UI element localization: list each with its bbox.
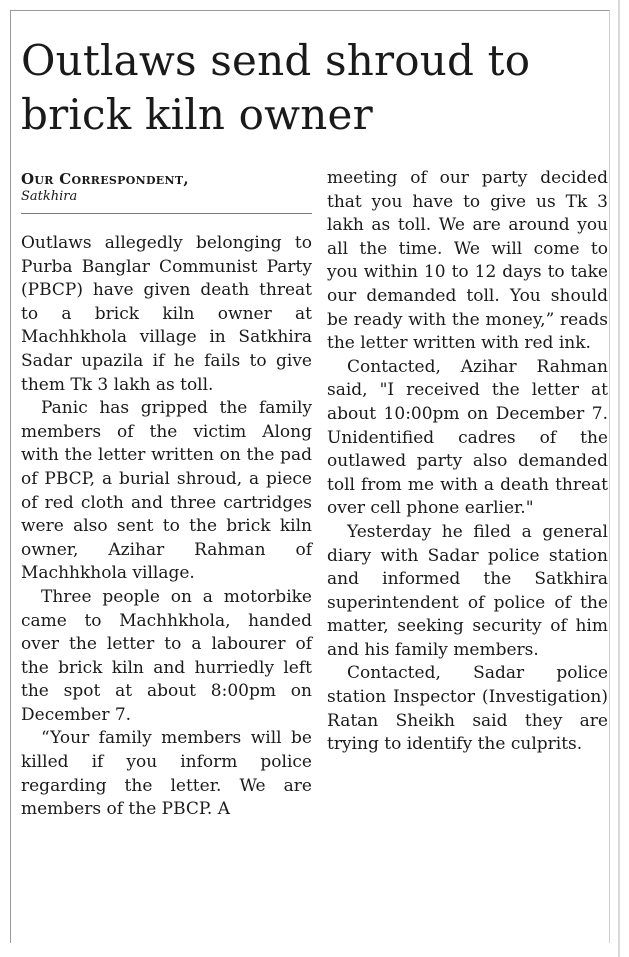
- headline: Outlaws send shroud to brick kiln owner: [21, 36, 531, 139]
- paragraph: meeting of our party decided that you have to give us Tk 3 lakh as toll. We are around you all the time. We will come to you within 10 to 12 days to take our demanded toll. You should be ready with the money,” reads the letter written with red ink.: [327, 168, 608, 354]
- paragraph: Outlaws allegedly belonging to Purba Banglar Communist Party (PBCP) have given death threat to a brick kiln owner at Machhkhola village in Satkhira Sadar upazila if he fails to give them Tk 3 lakh as toll.: [21, 233, 312, 395]
- paragraph: Three people on a motorbike came to Machhkhola, handed over the letter to a labourer of the brick kiln and hurriedly left the spot at about 8:00pm on December 7.: [21, 586, 312, 725]
- paragraph: Contacted, Azihar Rahman said, "I received the letter at about 10:00pm on December 7. Unidentified cadres of the outlawed party also demanded toll from me with a death threat over cell phone earlier.": [327, 356, 608, 519]
- paragraph: Panic has gripped the family members of the victim Along with the letter written on the pad of PBCP, a burial shroud, a piece of red cloth and three cartridges were also sent to the brick kiln owner, Azihar Rahman of Machhkhola village.: [21, 398, 312, 584]
- paragraph: Yesterday he filed a general diary with Sadar police station and informed the Satkhira superintendent of police of the matter, seeking security of him and his family members.: [327, 521, 608, 660]
- byline-place: Satkhira: [21, 189, 78, 204]
- byline: [21, 170, 311, 205]
- paragraph: “Your family members will be killed if you inform police regarding the letter. We are members of the PBCP. A: [21, 728, 312, 820]
- article-column-1: [21, 232, 312, 822]
- page-edge: [618, 0, 620, 957]
- byline-divider: [21, 213, 312, 214]
- byline-name: Our Correspondent,: [21, 170, 189, 188]
- article-column-2: [327, 167, 608, 757]
- paragraph: Contacted, Sadar police station Inspector (Investigation) Ratan Sheikh said they are trying to identify the culprits.: [327, 663, 608, 755]
